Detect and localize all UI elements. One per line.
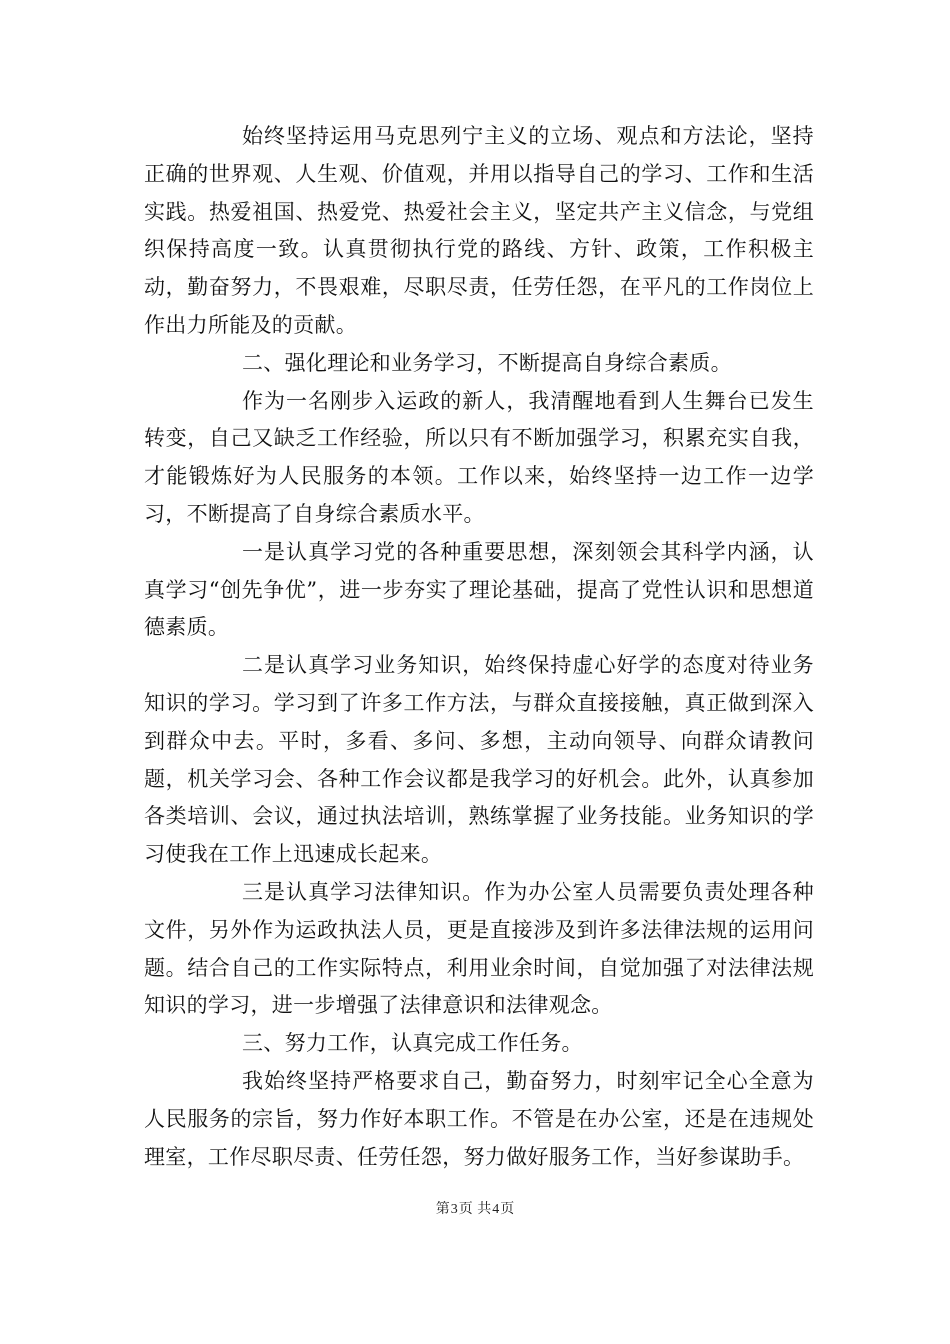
page-number-footer bbox=[0, 1200, 950, 1219]
footer-total-pages: 4 bbox=[492, 1202, 500, 1217]
paragraph-new-role: 作为一名刚步入运政的新人，我清醒地看到人生舞台已发生转变，自己又缺乏工作经验，所以只有不断加强学习，积累充实自我，才能锻炼好为人民服务的本领。工作以来，始终坚持一边工作一边学习，不断提高了自身综合素质水平。 bbox=[144, 388, 814, 526]
paragraph-business-knowledge: 二是认真学习业务知识，始终保持虚心好学的态度对待业务知识的学习。学习到了许多工作方法，与群众直接接触，真正做到深入到群众中去。平时，多看、多问、多想，主动向领导、向群众请教问题，机关学习会、各种工作会议都是我学习的好机会。此外，认真参加各类培训、会议，通过执法培训，熟练掌握了业务技能。业务知识的学习使我在工作上迅速成长起来。 bbox=[144, 653, 814, 867]
paragraph-political-stance: 始终坚持运用马克思列宁主义的立场、观点和方法论，坚持正确的世界观、人生观、价值观，并用以指导自己的学习、工作和生活实践。热爱祖国、热爱党、热爱社会主义，坚定共产主义信念，与党组织保持高度一致。认真贯彻执行党的路线、方针、政策，工作积极主动，勤奋努力，不畏艰难，尽职尽责，任劳任怨，在平凡的工作岗位上作出力所能及的贡献。 bbox=[144, 124, 814, 337]
document-body bbox=[144, 118, 814, 1176]
footer-current-page: 3 bbox=[450, 1202, 458, 1217]
section-heading-work: 三、努力工作，认真完成工作任务。 bbox=[242, 1031, 583, 1056]
footer-middle: 页 共 bbox=[458, 1201, 492, 1217]
paragraph-legal-knowledge: 三是认真学习法律知识。作为办公室人员需要负责处理各种文件，另外作为运政执法人员，更是直接涉及到许多法律法规的运用问题。结合自己的工作实际特点，利用业余时间，自觉加强了对法律法规知识的学习，进一步增强了法律意识和法律观念。 bbox=[144, 879, 814, 1018]
paragraph-work-duties: 我始终坚持严格要求自己，勤奋努力，时刻牢记全心全意为人民服务的宗旨，努力作好本职工作。不管是在办公室，还是在违规处理室，工作尽职尽责、任劳任怨，努力做好服务工作，当好参谋助手。 bbox=[144, 1068, 814, 1169]
footer-prefix: 第 bbox=[435, 1201, 450, 1217]
footer-suffix: 页 bbox=[500, 1201, 515, 1217]
paragraph-party-theory: 一是认真学习党的各种重要思想，深刻领会其科学内涵，认真学习“创先争优”，进一步夯实了理论基础，提高了党性认识和思想道德素质。 bbox=[144, 539, 814, 640]
section-heading-study: 二、强化理论和业务学习，不断提高自身综合素质。 bbox=[242, 350, 732, 375]
